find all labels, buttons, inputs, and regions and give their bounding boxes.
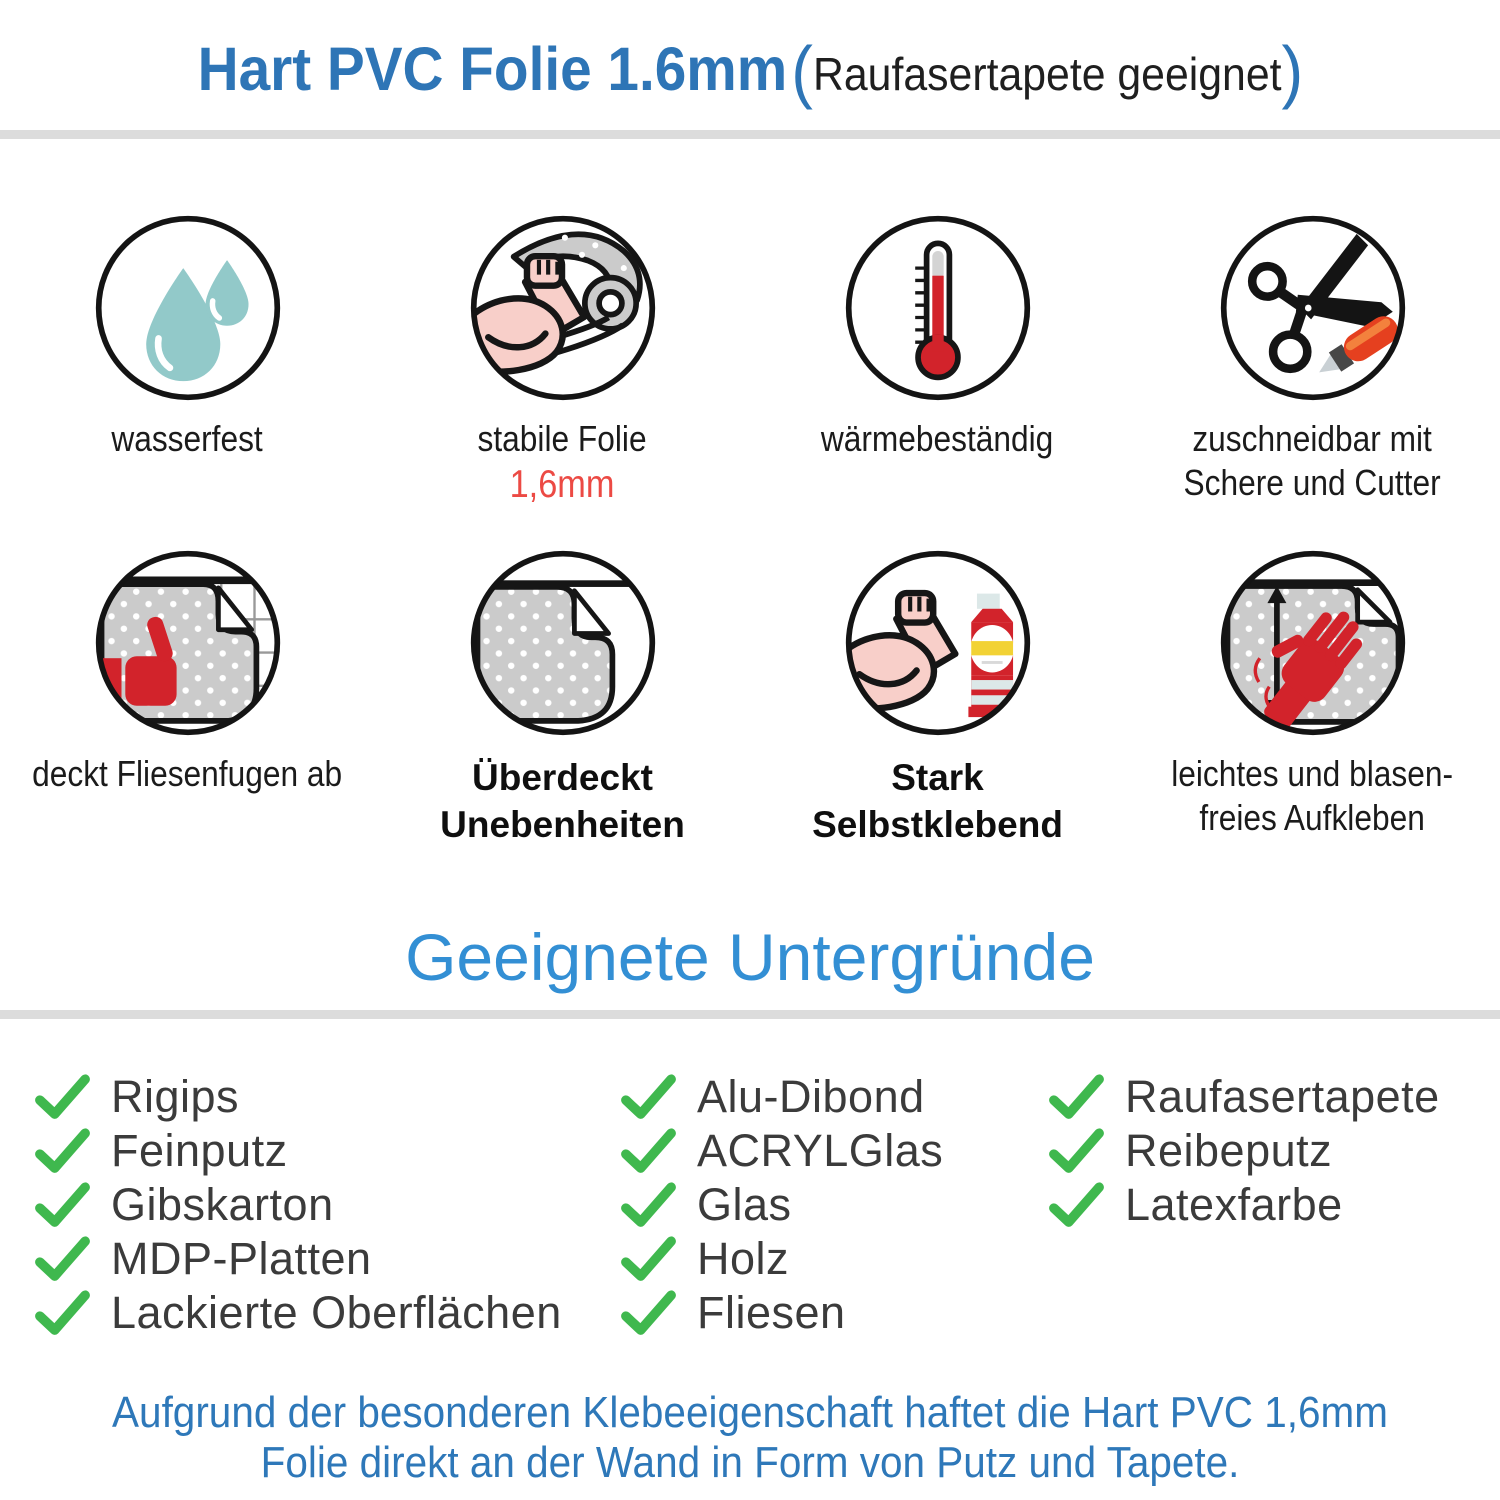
substrate-item [620,1232,1048,1286]
divider [0,1010,1500,1019]
substrate-item [1048,1178,1500,1232]
substrate-label: Latexfarbe [1125,1179,1343,1230]
substrate-label: Gibskarton [111,1179,334,1230]
substrate-label: ACRYLGlas [697,1125,944,1176]
check-icon [34,1236,91,1283]
check-icon [34,1290,91,1337]
page-title [0,28,1500,127]
check-icon [34,1128,91,1175]
check-icon [1048,1074,1105,1121]
check-icon [620,1236,677,1283]
title-main: Hart PVC Folie 1.6mm [197,35,787,103]
substrate-item [1048,1070,1500,1124]
substrate-item [34,1124,620,1178]
feature-heat-resistant [750,205,1125,540]
substrate-label: MDP-Platten [111,1233,372,1284]
divider [0,130,1500,139]
substrate-label: Glas [697,1179,792,1230]
substrate-item [620,1178,1048,1232]
section-title: Geeignete Untergründe [405,920,1095,994]
feature-label: Überdeckt Unebenheiten [440,757,685,845]
thumbs-up-tiles-icon [93,548,283,738]
substrates-column-1 [34,1070,620,1340]
substrate-item [620,1286,1048,1340]
paren-close: ) [1281,32,1303,110]
muscle-glue-icon [843,548,1033,738]
feature-label: deckt Fliesenfugen ab [32,753,343,794]
thermometer-icon [843,213,1033,403]
footer-line-2: Folie direkt an der Wand in Form von Putz und Tapete. [260,1438,1240,1487]
substrate-item [620,1124,1048,1178]
check-icon [1048,1182,1105,1229]
substrate-label: Holz [697,1233,790,1284]
features-grid [0,205,1500,875]
substrate-label: Lackierte Oberflächen [111,1287,562,1338]
foil-overlap-icon [468,548,658,738]
check-icon [34,1074,91,1121]
hand-press-icon [1218,548,1408,738]
feature-label: wärmebeständig [821,418,1054,459]
substrate-item [34,1070,620,1124]
foil-thickness-value: 1,6mm [510,463,615,506]
check-icon [34,1182,91,1229]
feature-label: Stark Selbstklebend [812,757,1063,845]
check-icon [1048,1128,1105,1175]
footer-line-1: Aufgrund der besonderen Klebeeigenschaft haftet die Hart PVC 1,6mm [112,1388,1388,1437]
paren-open: ( [790,32,813,110]
feature-label: stabile Folie 1,6mm [478,417,647,509]
substrates-column-2 [620,1070,1048,1340]
feature-covers-tile-joints [0,540,375,875]
check-icon [620,1290,677,1337]
feature-label: zuschneidbar mit Schere und Cutter [1183,418,1442,503]
substrate-label: Rigips [111,1071,240,1122]
substrate-item [34,1232,620,1286]
substrate-label: Reibeputz [1125,1125,1333,1176]
feature-covers-unevenness [375,540,750,875]
feature-cuttable [1125,205,1500,540]
check-icon [620,1074,677,1121]
substrate-label: Feinputz [111,1125,288,1176]
check-icon [620,1182,677,1229]
substrate-label: Raufasertapete [1125,1071,1440,1122]
feature-stable-foil [375,205,750,540]
feature-bubble-free [1125,540,1500,875]
substrates-column-3 [1048,1070,1500,1340]
substrate-item [1048,1124,1500,1178]
substrate-label: Alu-Dibond [697,1071,925,1122]
substrate-item [620,1070,1048,1124]
substrates-list [0,1070,1500,1340]
substrate-item [34,1286,620,1340]
feature-label: leichtes und blasen- freies Aufkleben [1171,753,1454,838]
scissors-cutter-icon [1218,213,1408,403]
muscle-foil-icon [468,213,658,403]
check-icon [620,1128,677,1175]
substrate-label: Fliesen [697,1287,846,1338]
water-drops-icon [93,213,283,403]
footer-note [0,1388,1500,1488]
feature-label: wasserfest [111,418,264,459]
feature-waterproof [0,205,375,540]
title-note: Raufasertapete geeignet [812,48,1282,100]
substrate-item [34,1178,620,1232]
feature-self-adhesive [750,540,1125,875]
